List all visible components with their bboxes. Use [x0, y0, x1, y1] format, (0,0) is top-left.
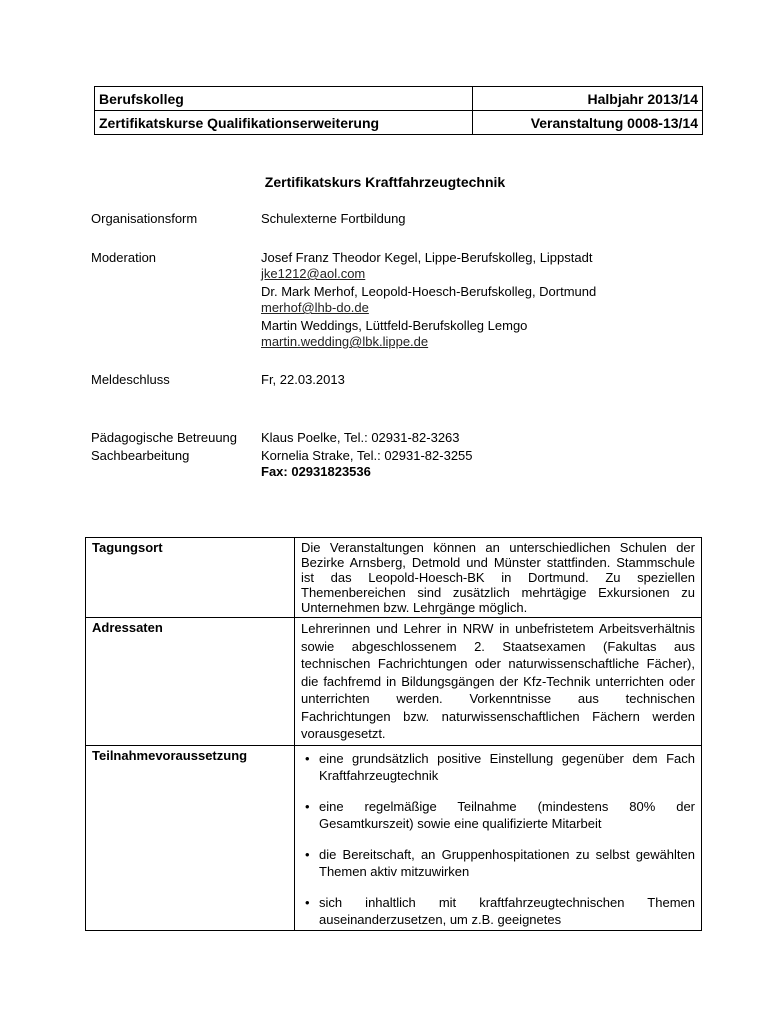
teilnahme-list	[301, 750, 695, 928]
list-item	[301, 894, 695, 928]
moderator-name: Martin Weddings, Lüttfeld-Berufskolleg Lemgo	[261, 318, 528, 333]
sachbearbeitung-value	[261, 448, 473, 480]
bullet-icon: •	[305, 798, 310, 814]
teilnahme-label: Teilnahmevoraussetzung	[86, 745, 295, 930]
info-table	[85, 537, 702, 931]
meldeschluss-label: Meldeschluss	[91, 372, 170, 387]
page-title: Zertifikatskurs Kraftfahrzeugtechnik	[264, 174, 506, 190]
list-item	[301, 846, 695, 880]
betreuung-label: Pädagogische Betreuung	[91, 430, 238, 445]
moderator-name: Dr. Mark Merhof, Leopold-Hoesch-Berufskolleg, Dortmund	[261, 284, 597, 299]
header-school: Berufskolleg	[95, 87, 473, 111]
moderator-email[interactable]: merhof@lhb-do.de	[261, 300, 369, 315]
meldeschluss-value: Fr, 22.03.2013	[261, 372, 345, 387]
list-item-text: die Bereitschaft, an Gruppenhospitationen zu selbst gewählten Themen aktiv mitzuwirken	[319, 846, 695, 879]
moderator-email[interactable]: jke1212@aol.com	[261, 266, 366, 281]
list-item-text: eine grundsätzlich positive Einstellung gegenüber dem Fach Kraftfahrzeugtechnik	[319, 750, 695, 783]
organisationsform-value: Schulexterne Fortbildung	[261, 211, 406, 226]
header-table	[94, 86, 703, 135]
tagungsort-text: Die Veranstaltungen können an unterschiedlichen Schulen der Bezirke Arnsberg, Detmold und Münster stattfinden. Stammschule ist das Leopold-Hoesch-BK in Dortmund. Zu speziellen Themenbereichen sind zusätzlich mehrtägige Exkursionen zu Unternehmen bzw. Lehrgänge möglich.	[295, 538, 702, 618]
fax-number: Fax: 02931823536	[261, 464, 371, 479]
sachbearbeitung-label: Sachbearbeitung	[91, 448, 190, 463]
moderator-item	[261, 284, 596, 316]
moderator-list	[261, 250, 596, 352]
moderator-name: Josef Franz Theodor Kegel, Lippe-Berufskolleg, Lippstadt	[261, 250, 593, 265]
list-item	[301, 798, 695, 832]
moderation-label: Moderation	[91, 250, 157, 265]
list-item-text: eine regelmäßige Teilnahme (mindestens 80% der Gesamtkurszeit) sowie eine qualifizierte Mitarbeit	[319, 798, 695, 831]
teilnahme-cell	[295, 745, 702, 930]
adressaten-label: Adressaten	[86, 618, 295, 746]
table-row	[86, 618, 702, 746]
moderator-item	[261, 250, 596, 282]
moderator-email[interactable]: martin.wedding@lbk.lippe.de	[261, 334, 429, 349]
sachbearbeitung-contact: Kornelia Strake, Tel.: 02931-82-3255	[261, 448, 473, 463]
tagungsort-label: Tagungsort	[86, 538, 295, 618]
adressaten-text: Lehrerinnen und Lehrer in NRW in unbefristetem Arbeitsverhältnis sowie abgeschlossenem 2. Staatsexamen (Fakultas aus technischen Fachrichtungen oder naturwissenschaftliche Fächer), die fachfremd in Bildungsgängen der Kfz-Technik unterrichten oder unterrichten werden. Vorkenntnisse aus technischen Fachrichtungen bzw. naturwissenschaftlichen Fächern werden vorausgesetzt.	[295, 618, 702, 746]
table-row	[86, 538, 702, 618]
bullet-icon: •	[305, 750, 310, 766]
bullet-icon: •	[305, 846, 310, 862]
header-term: Halbjahr 2013/14	[472, 87, 702, 111]
list-item-text: sich inhaltlich mit kraftfahrzeugtechnischen Themen auseinanderzusetzen, um z.B. geeignetes	[319, 894, 695, 927]
betreuung-value: Klaus Poelke, Tel.: 02931-82-3263	[261, 430, 460, 445]
organisationsform-label: Organisationsform	[91, 211, 198, 226]
table-row	[86, 745, 702, 930]
bullet-icon: •	[305, 894, 310, 910]
moderator-item	[261, 318, 596, 350]
header-course-type: Zertifikatskurse Qualifikationserweiterung	[95, 111, 473, 135]
list-item	[301, 750, 695, 784]
header-event: Veranstaltung 0008-13/14	[472, 111, 702, 135]
